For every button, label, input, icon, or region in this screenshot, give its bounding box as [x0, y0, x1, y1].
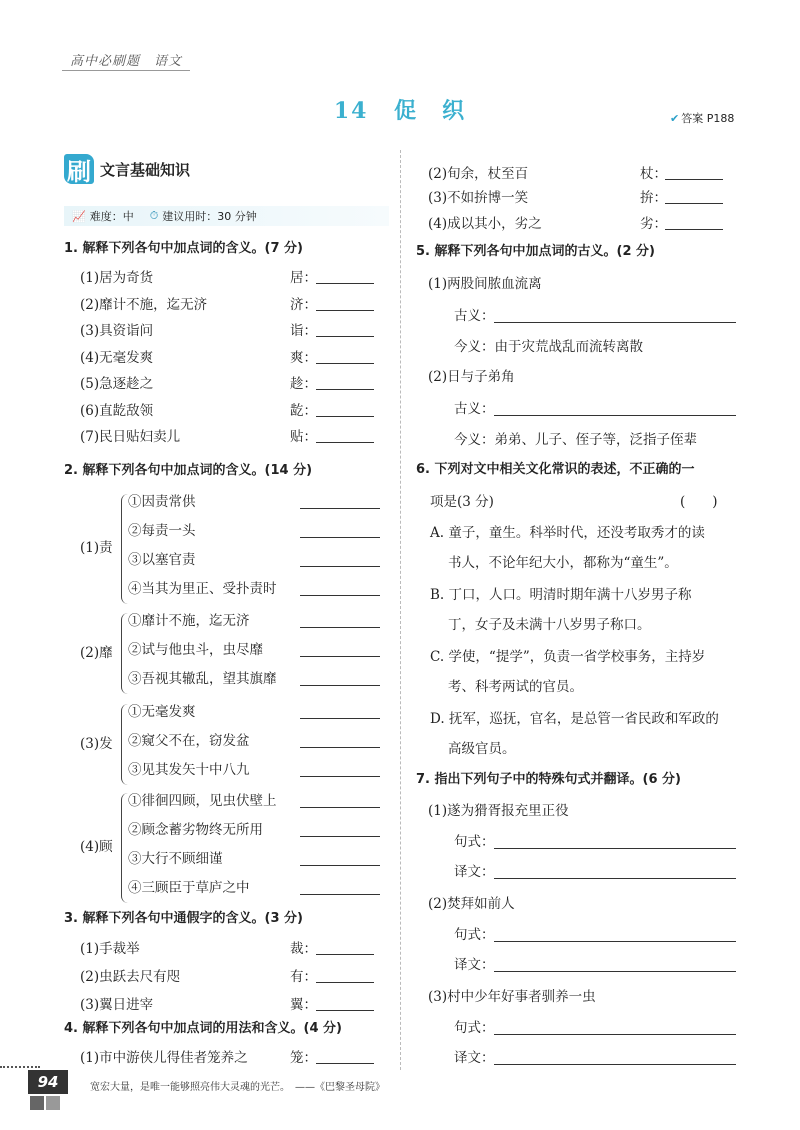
q1-item: (5)急逐趁之	[80, 376, 154, 392]
answer-blank[interactable]	[494, 1050, 736, 1065]
q7-item: (1)遂为猾胥报充里正役	[428, 803, 569, 819]
q4-key: 杖：	[640, 166, 667, 182]
time-label: 建议用时：	[162, 210, 218, 223]
answer-blank[interactable]	[316, 402, 374, 417]
q2-group-label: (2)靡	[80, 644, 113, 661]
q6-option-cont: 考、科考两试的官员。	[448, 679, 583, 695]
q3-key: 裁：	[290, 941, 317, 957]
q2-item: ③见其发矢十中八九	[128, 762, 250, 778]
answer-blank[interactable]	[300, 793, 380, 808]
q5-item: (1)两股间脓血流离	[428, 276, 542, 292]
section-title: 文言基础知识	[100, 160, 191, 179]
answer-blank[interactable]	[300, 581, 380, 596]
answer-ref	[670, 110, 734, 126]
page-number: 94	[28, 1070, 68, 1094]
answer-blank[interactable]	[300, 822, 380, 837]
q4-item: (2)旬余，杖至百	[428, 166, 529, 182]
answer-blank[interactable]	[316, 996, 374, 1011]
q3-key: 有：	[290, 969, 317, 985]
answer-blank[interactable]	[494, 927, 736, 942]
difficulty-label: 难度：	[89, 210, 123, 223]
q2-item: ③大行不顾细谨	[128, 851, 223, 867]
q6-heading-cont: 项是(3 分)	[430, 494, 494, 510]
answer-blank[interactable]	[300, 762, 380, 777]
q7-heading: 7. 指出下列句子中的特殊句式并翻译。(6 分)	[416, 772, 681, 787]
check-icon: ✔	[670, 112, 680, 125]
answer-blank[interactable]	[300, 671, 380, 686]
q2-item: ①因责常供	[128, 494, 196, 510]
q1-item: (1)居为奇货	[80, 270, 154, 286]
q5-heading: 5. 解释下列各句中加点词的古义。(2 分)	[416, 244, 655, 259]
answer-blank[interactable]	[494, 308, 736, 323]
q5-gu-label: 古义：	[454, 401, 495, 417]
q6-option-cont: 书人，不论年纪大小，都称为“童生”。	[448, 555, 678, 571]
q1-key: 居：	[290, 270, 317, 286]
answer-blank[interactable]	[300, 642, 380, 657]
lesson-number: 14	[333, 98, 369, 124]
answer-blank[interactable]	[300, 733, 380, 748]
answer-blank[interactable]	[665, 189, 723, 204]
q6-option: A. 童子，童生。科举时代，还没考取秀才的读	[430, 525, 705, 541]
answer-blank[interactable]	[494, 957, 736, 972]
answer-blank[interactable]	[494, 1020, 736, 1035]
answer-blank[interactable]	[316, 940, 374, 955]
q2-item: ④三顾臣于草庐之中	[128, 880, 250, 896]
q4-key: 拚：	[640, 190, 667, 206]
answer-blank[interactable]	[300, 552, 380, 567]
q7-form-label: 句式：	[454, 1020, 495, 1036]
q7-form-label: 句式：	[454, 927, 495, 943]
chart-icon: 📈	[72, 209, 86, 223]
q7-item: (2)焚拜如前人	[428, 896, 515, 912]
answer-blank[interactable]	[494, 401, 736, 416]
q6-option: B. 丁口，人口。明清时期年满十八岁男子称	[430, 587, 692, 603]
brace	[121, 704, 128, 785]
q6-heading: 6. 下列对文中相关文化常识的表述，不正确的一	[416, 462, 695, 477]
q7-trans-label: 译文：	[454, 1050, 495, 1066]
answer-blank[interactable]	[316, 269, 374, 284]
q4-key: 劣：	[640, 216, 667, 232]
q2-item: ②顾念蓄劣物终无所用	[128, 822, 263, 838]
q2-item: ②每责一头	[128, 523, 196, 539]
brace	[121, 494, 128, 604]
q1-key: 龁：	[290, 402, 317, 419]
column-divider	[400, 150, 401, 1070]
answer-blank[interactable]	[300, 880, 380, 895]
footer-square	[46, 1096, 60, 1110]
answer-blank[interactable]	[300, 851, 380, 866]
header-rule	[62, 70, 190, 71]
clock-icon: ⏱	[149, 209, 159, 222]
q1-key: 贴：	[290, 429, 317, 445]
answer-blank[interactable]	[316, 428, 374, 443]
answer-label: 答案	[681, 112, 704, 125]
q6-option-cont: 高级官员。	[448, 741, 516, 757]
answer-paren[interactable]: ( )	[680, 494, 718, 510]
brush-logo: 刷	[64, 154, 94, 184]
answer-blank[interactable]	[300, 523, 380, 538]
q4-item: (1)市中游侠儿得佳者笼养之	[80, 1050, 248, 1066]
q2-item: ①徘徊四顾，见虫伏壁上	[128, 793, 277, 809]
q7-trans-label: 译文：	[454, 864, 495, 880]
answer-blank[interactable]	[316, 322, 374, 337]
answer-blank[interactable]	[665, 165, 723, 180]
q2-group-label: (4)顾	[80, 839, 113, 855]
q6-option-cont: 丁，女子及未满十八岁男子称口。	[448, 617, 651, 633]
q5-gu-label: 古义：	[454, 308, 495, 324]
q2-item: ③吾视其辙乱，望其旗靡	[128, 671, 277, 687]
q1-heading: 1. 解释下列各句中加点词的含义。(7 分)	[64, 241, 303, 256]
q2-item: ①无毫发爽	[128, 704, 196, 720]
brace	[121, 613, 128, 694]
q3-item: (1)手裁举	[80, 941, 140, 957]
answer-blank[interactable]	[494, 834, 736, 849]
q2-item: ③以塞官责	[128, 552, 196, 568]
meta-bar	[64, 206, 389, 226]
q7-form-label: 句式：	[454, 834, 495, 850]
answer-blank[interactable]	[316, 296, 374, 311]
q4-item: (4)成以其小，劣之	[428, 216, 542, 232]
lesson-name: 促 织	[394, 98, 467, 124]
q1-item: (4)无毫发爽	[80, 349, 154, 366]
q2-item: ④当其为里正、受扑责时	[128, 581, 277, 597]
q2-group-label: (1)责	[80, 540, 113, 556]
answer-blank[interactable]	[494, 864, 736, 879]
answer-blank[interactable]	[316, 968, 374, 983]
section-heading	[64, 152, 190, 186]
book-header: 高中必刷题 语文	[70, 54, 183, 69]
q1-key: 诣：	[290, 323, 317, 339]
answer-page: P188	[706, 112, 735, 125]
q2-item: ①靡计不施，迄无济	[128, 613, 250, 629]
q1-item: (2)靡计不施，迄无济	[80, 296, 208, 313]
q1-item: (7)民日贴妇卖儿	[80, 429, 181, 445]
q2-item: ②试与他虫斗，虫尽靡	[128, 642, 263, 658]
q3-item: (2)虫跃去尺有咫	[80, 969, 181, 985]
q7-item: (3)村中少年好事者驯养一虫	[428, 989, 596, 1005]
answer-blank[interactable]	[316, 1049, 374, 1064]
q5-jin: 今义：弟弟、儿子、侄子等，泛指子侄辈	[454, 432, 697, 448]
footer-quote: 宽宏大量，是唯一能够照亮伟大灵魂的光芒。 ——《巴黎圣母院》	[90, 1082, 385, 1093]
q7-trans-label: 译文：	[454, 957, 495, 973]
q4-heading: 4. 解释下列各句中加点词的用法和含义。(4 分)	[64, 1021, 342, 1036]
answer-blank[interactable]	[665, 215, 723, 230]
q1-key: 济：	[290, 296, 317, 313]
q5-item: (2)日与子弟角	[428, 369, 515, 385]
q2-group-label: (3)发	[80, 735, 113, 752]
q5-jin: 今义：由于灾荒战乱而流转离散	[454, 339, 643, 355]
q3-item: (3)翼日进宰	[80, 997, 154, 1013]
q1-item: (3)具资诣问	[80, 323, 154, 339]
q1-key: 趁：	[290, 376, 317, 392]
difficulty-value: 中	[122, 210, 134, 223]
q4-key: 笼：	[290, 1050, 317, 1066]
q6-option: D. 抚军，巡抚，官名，是总管一省民政和军政的	[430, 711, 719, 727]
answer-blank[interactable]	[316, 375, 374, 390]
answer-blank[interactable]	[300, 704, 380, 719]
q1-item: (6)直龁敌领	[80, 402, 154, 419]
q1-key: 爽：	[290, 349, 317, 366]
q3-key: 翼：	[290, 997, 317, 1013]
brace	[121, 793, 128, 903]
q2-heading: 2. 解释下列各句中加点词的含义。(14 分)	[64, 463, 313, 478]
answer-blank[interactable]	[300, 494, 380, 509]
q2-item: ②窥父不在，窃发盆	[128, 733, 250, 749]
q6-option: C. 学使，“提学”，负责一省学校事务，主持岁	[430, 649, 706, 665]
footer-square	[30, 1096, 44, 1110]
q4-item: (3)不如拚博一笑	[428, 190, 529, 206]
answer-blank[interactable]	[300, 613, 380, 628]
time-value: 30 分钟	[217, 210, 257, 223]
q3-heading: 3. 解释下列各句中通假字的含义。(3 分)	[64, 911, 303, 926]
answer-blank[interactable]	[316, 349, 374, 364]
